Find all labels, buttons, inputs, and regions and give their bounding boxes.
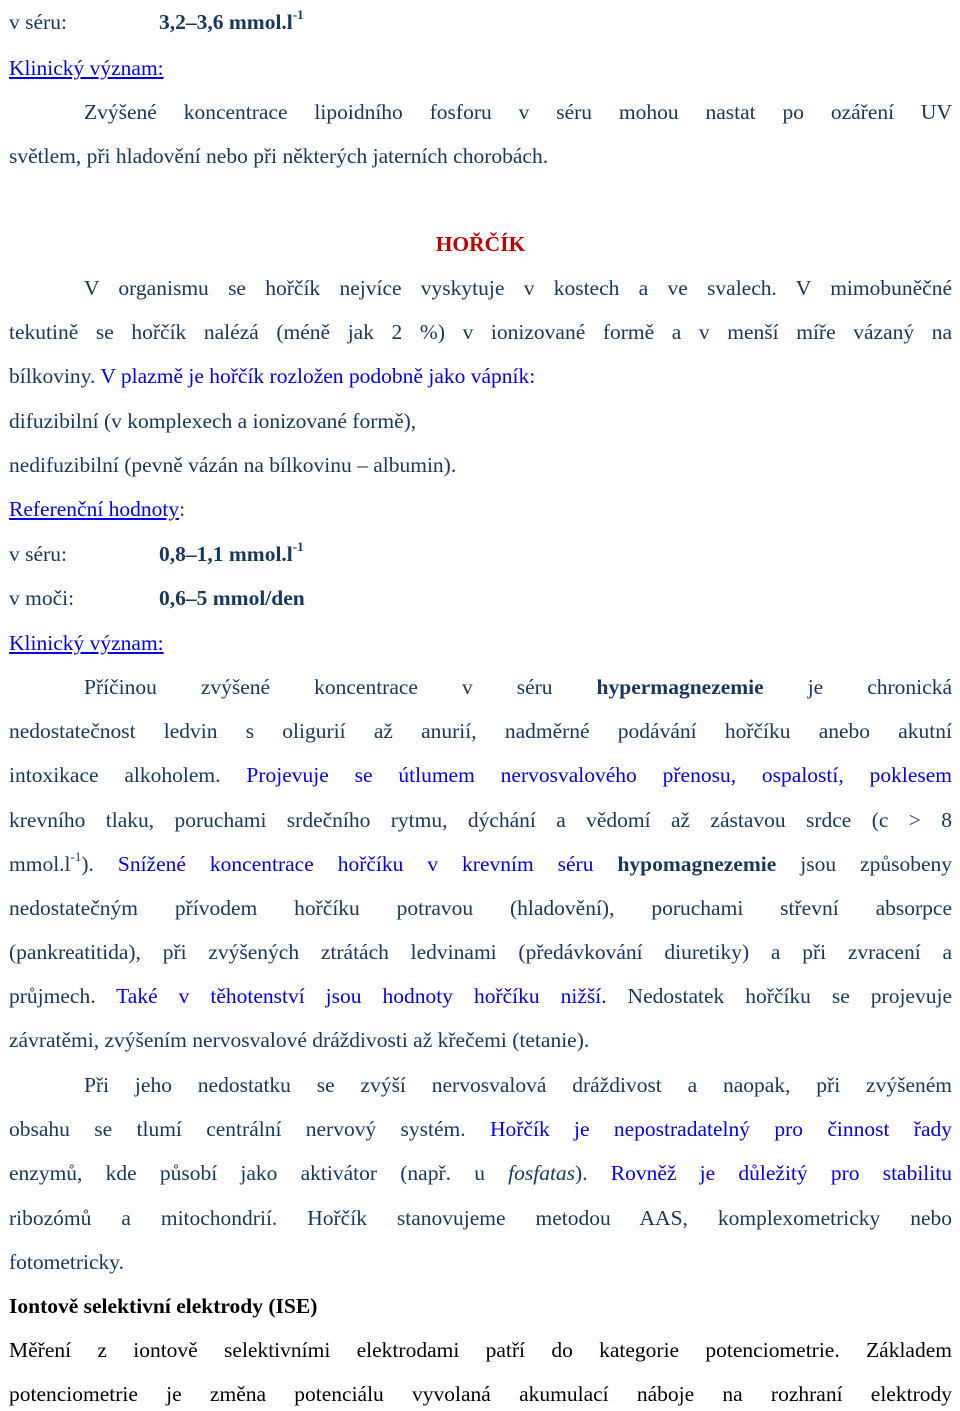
paragraph-line: světlem, při hladovění nebo při některých jaterních chorobách. [9,144,549,168]
paragraph-line: $mmol.l^{-1}$). Snížené koncentrace hořčíku v krevním séru hypomagnezemie jsou způsobeny [9,848,952,876]
paragraph-line: difuzibilní (v komplexech a ionizované formě), [9,409,417,433]
section-title: HOŘČÍK [435,232,526,256]
paragraph-line: průjmech. Také v těhotenství jsou hodnoty hořčíku nižší. Nedostatek hořčíku se projevuje [9,984,952,1008]
serum-reference-row [9,538,952,567]
paragraph-line: intoxikace alkoholem. Projevuje se útlumem nervosvalového přenosu, ospalostí, poklesem [9,763,952,787]
paragraph-line: V organismu se hořčík nejvíce vyskytuje v kostech a ve svalech. V mimobuněčné [84,276,952,300]
paragraph-line: bílkoviny. V plazmě je hořčík rozložen podobně jako vápník: [9,364,536,388]
serum-label: v séru: [9,542,67,566]
urine-value: 0,6–5 mmol/den [159,586,305,610]
paragraph-line: nedostatečnost ledvin s oligurií až anurií, nadměrné podávání hořčíku anebo akutní [9,719,952,743]
paragraph-line: Zvýšené koncentrace lipoidního fosforu v séru mohou nastat po ozáření UV [84,100,952,124]
paragraph-line: ribozómů a mitochondrií. Hořčík stanovujeme metodou AAS, komplexometricky nebo [9,1206,952,1230]
paragraph-line: krevního tlaku, poruchami srdečního rytmu, dýchání a vědomí až zástavou srdce (c > 8 [9,808,952,832]
paragraph-line: potenciometrie je změna potenciálu vyvolaná akumulací náboje na rozhraní elektrody [9,1382,952,1406]
clinical-significance-heading[interactable]: Klinický význam: [9,631,164,655]
serum-reference-row [9,6,952,35]
paragraph-line: Měření z iontově selektivními elektrodami patří do kategorie potenciometrie. Základem [9,1338,952,1362]
paragraph-line: nedostatečným přívodem hořčíku potravou (hladovění), poruchami střevní absorpce [9,896,952,920]
urine-reference-row [9,585,952,611]
reference-values-heading[interactable]: Referenční hodnoty: [9,497,186,521]
paragraph-line: tekutině se hořčík nalézá (méně jak 2 %) v ionizované formě a v menší míře vázaný na [9,320,952,344]
paragraph-line: Příčinou zvýšené koncentrace v séru hypermagnezemie je chronická [84,675,952,699]
paragraph-line: Při jeho nedostatku se zvýší nervosvalová dráždivost a naopak, při zvýšeném [84,1073,952,1097]
paragraph-line: fotometricky. [9,1250,125,1274]
hypomagnezemie-term: hypomagnezemie [617,852,777,876]
ise-heading: Iontově selektivní elektrody (ISE) [9,1294,318,1318]
urine-label: v moči: [9,586,75,610]
hypermagnezemie-term: hypermagnezemie [596,675,764,699]
serum-value: 0,8–1,1 $mmol.l^{-1}$ [159,538,304,566]
paragraph-line: obsahu se tlumí centrální nervový systém. Hořčík je nepostradatelný pro činnost řady [9,1117,952,1141]
paragraph-line: (pankreatitida), při zvýšených ztrátách ledvinami (předávkování diuretiky) a při zvracení a [9,940,952,964]
paragraph-line: nedifuzibilní (pevně vázán na bílkovinu – albumin). [9,453,457,477]
serum-value: 3,2–3,6 $mmol.l^{-1}$ [159,6,304,34]
paragraph-line: enzymů, kde působí jako aktivátor (např. u fosfatas). Rovněž je důležitý pro stabilitu [9,1161,952,1185]
clinical-significance-heading[interactable]: Klinický význam: [9,56,164,80]
serum-label: v séru: [9,10,67,34]
paragraph-line: závratěmi, zvýšením nervosvalové dráždivosti až křečemi (tetanie). [9,1028,590,1052]
